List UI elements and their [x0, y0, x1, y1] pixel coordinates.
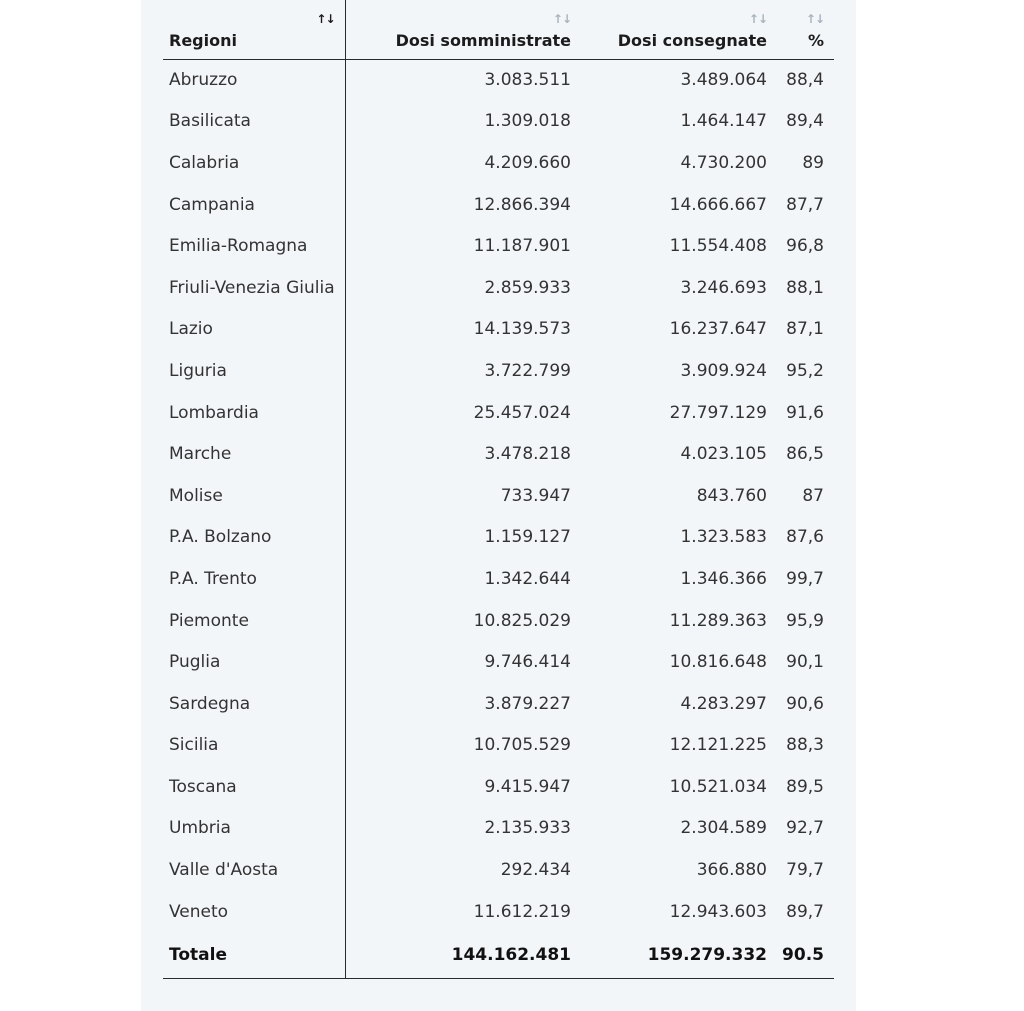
cell-dosi-somministrate: 12.866.394	[473, 194, 571, 215]
table-row	[163, 766, 834, 808]
column-header-label: Regioni	[169, 30, 237, 50]
cell-percent: 91,6	[786, 402, 824, 423]
table-row	[163, 433, 834, 475]
cell-regione: Friuli-Venezia Giulia	[163, 267, 345, 309]
cell-regione: Emilia-Romagna	[163, 225, 345, 267]
cell-dosi-consegnate: 16.237.647	[669, 319, 767, 340]
cell-percent: 99,7	[786, 568, 824, 589]
cell-percent: 88,1	[786, 277, 824, 298]
cell-dosi-somministrate: 11.612.219	[473, 901, 571, 922]
sort-percent-icon[interactable]: ↑↓	[805, 12, 824, 26]
cell-dosi-consegnate: 10.521.034	[669, 776, 767, 797]
cell-regione: Lombardia	[163, 392, 345, 434]
cell-regione: Molise	[163, 475, 345, 517]
cell-regione: Marche	[163, 433, 345, 475]
cell-dosi-consegnate: 1.323.583	[680, 527, 767, 548]
table-row	[163, 849, 834, 891]
cell-percent: 87,1	[786, 319, 824, 340]
cell-dosi-somministrate: 4.209.660	[484, 152, 571, 173]
cell-percent: 89,7	[786, 901, 824, 922]
cell-regione: Lazio	[163, 309, 345, 351]
cell-dosi-consegnate: 27.797.129	[669, 402, 767, 423]
table-row	[163, 641, 834, 683]
cell-regione: Puglia	[163, 641, 345, 683]
total-row	[163, 932, 834, 978]
cell-percent: 87,6	[786, 527, 824, 548]
cell-dosi-consegnate: 3.246.693	[680, 277, 767, 298]
cell-dosi-somministrate: 10.705.529	[473, 735, 571, 756]
cell-regione: Piemonte	[163, 600, 345, 642]
cell-dosi-consegnate: 12.121.225	[669, 735, 767, 756]
sort-dosi-consegnate-icon[interactable]: ↑↓	[748, 12, 767, 26]
cell-percent: 92,7	[786, 818, 824, 839]
cell-regione: P.A. Trento	[163, 558, 345, 600]
cell-dosi-consegnate: 1.346.366	[680, 568, 767, 589]
cell-percent: 96,8	[786, 236, 824, 257]
cell-percent: 95,9	[786, 610, 824, 631]
cell-dosi-somministrate: 733.947	[500, 485, 571, 506]
cell-dosi-consegnate: 4.730.200	[680, 152, 767, 173]
cell-percent: 86,5	[786, 444, 824, 465]
cell-regione: Totale	[163, 932, 345, 978]
cell-dosi-consegnate: 366.880	[696, 860, 767, 881]
cell-regione: Liguria	[163, 350, 345, 392]
table-row	[163, 891, 834, 933]
table-row	[163, 309, 834, 351]
table-row	[163, 267, 834, 309]
table-row	[163, 600, 834, 642]
cell-percent: 79,7	[786, 860, 824, 881]
cell-regione: Umbria	[163, 808, 345, 850]
cell-regione: Veneto	[163, 891, 345, 933]
table-row	[163, 683, 834, 725]
cell-dosi-consegnate: 3.909.924	[680, 360, 767, 381]
sort-regioni-icon[interactable]: ↑↓	[316, 12, 335, 26]
table-row	[163, 350, 834, 392]
cell-percent: 89,5	[786, 776, 824, 797]
table-row	[163, 225, 834, 267]
cell-dosi-somministrate: 9.746.414	[484, 652, 571, 673]
column-header-regioni[interactable]	[163, 0, 345, 59]
cell-regione: Sardegna	[163, 683, 345, 725]
cell-percent: 88,3	[786, 735, 824, 756]
cell-dosi-consegnate: 10.816.648	[669, 652, 767, 673]
table-row	[163, 475, 834, 517]
cell-percent: 89	[802, 152, 824, 173]
cell-dosi-somministrate: 3.083.511	[484, 70, 571, 91]
cell-regione: Campania	[163, 184, 345, 226]
cell-dosi-somministrate: 3.478.218	[484, 444, 571, 465]
cell-percent: 95,2	[786, 360, 824, 381]
table-row	[163, 808, 834, 850]
cell-percent: 88,4	[786, 70, 824, 91]
cell-dosi-consegnate: 14.666.667	[669, 194, 767, 215]
table-row	[163, 142, 834, 184]
cell-dosi-somministrate: 10.825.029	[473, 610, 571, 631]
cell-dosi-consegnate: 843.760	[696, 485, 767, 506]
cell-dosi-consegnate: 1.464.147	[680, 111, 767, 132]
cell-dosi-somministrate: 2.135.933	[484, 818, 571, 839]
cell-dosi-consegnate: 12.943.603	[669, 901, 767, 922]
cell-regione: Valle d'Aosta	[163, 849, 345, 891]
cell-dosi-somministrate: 14.139.573	[473, 319, 571, 340]
column-header-dosi-consegnate[interactable]	[571, 0, 767, 59]
table-row	[163, 517, 834, 559]
cell-dosi-consegnate: 159.279.332	[571, 932, 767, 978]
cell-regione: Abruzzo	[163, 59, 345, 101]
table-row	[163, 101, 834, 143]
cell-dosi-somministrate: 3.722.799	[484, 360, 571, 381]
table-row	[163, 725, 834, 767]
table-row	[163, 392, 834, 434]
cell-percent: 87	[802, 485, 824, 506]
cell-dosi-somministrate: 2.859.933	[484, 277, 571, 298]
cell-regione: Calabria	[163, 142, 345, 184]
cell-regione: P.A. Bolzano	[163, 517, 345, 559]
table-row	[163, 59, 834, 101]
cell-dosi-consegnate: 4.023.105	[680, 444, 767, 465]
table-row	[163, 184, 834, 226]
column-header-label: Dosi consegnate	[617, 30, 767, 50]
cell-percent: 90,6	[786, 693, 824, 714]
cell-dosi-somministrate: 9.415.947	[484, 776, 571, 797]
cell-dosi-consegnate: 2.304.589	[680, 818, 767, 839]
cell-dosi-somministrate: 3.879.227	[484, 693, 571, 714]
table-row	[163, 558, 834, 600]
vaccine-doses-table	[163, 0, 834, 979]
cell-dosi-somministrate: 11.187.901	[473, 236, 571, 257]
cell-dosi-somministrate: 1.159.127	[484, 527, 571, 548]
table-body	[163, 59, 834, 978]
cell-dosi-somministrate: 292.434	[500, 860, 571, 881]
cell-dosi-consegnate: 3.489.064	[680, 70, 767, 91]
column-header-dosi-somministrate[interactable]	[345, 0, 571, 59]
cell-dosi-somministrate: 1.342.644	[484, 568, 571, 589]
cell-percent: 90.5	[767, 932, 834, 978]
header-row	[163, 0, 834, 59]
cell-dosi-consegnate: 11.554.408	[669, 236, 767, 257]
cell-percent: 89,4	[786, 111, 824, 132]
column-header-label: Dosi somministrate	[395, 30, 571, 50]
cell-dosi-somministrate: 25.457.024	[473, 402, 571, 423]
cell-dosi-consegnate: 4.283.297	[680, 693, 767, 714]
sort-dosi-somministrate-icon[interactable]: ↑↓	[552, 12, 571, 26]
cell-regione: Sicilia	[163, 725, 345, 767]
cell-dosi-consegnate: 11.289.363	[669, 610, 767, 631]
cell-regione: Basilicata	[163, 101, 345, 143]
cell-percent: 87,7	[786, 194, 824, 215]
cell-dosi-somministrate: 1.309.018	[484, 111, 571, 132]
cell-percent: 90,1	[786, 652, 824, 673]
table-header	[163, 0, 834, 59]
column-header-label: %	[807, 30, 824, 50]
cell-dosi-somministrate: 144.162.481	[345, 932, 571, 978]
column-header-percent[interactable]	[767, 0, 834, 59]
cell-regione: Toscana	[163, 766, 345, 808]
